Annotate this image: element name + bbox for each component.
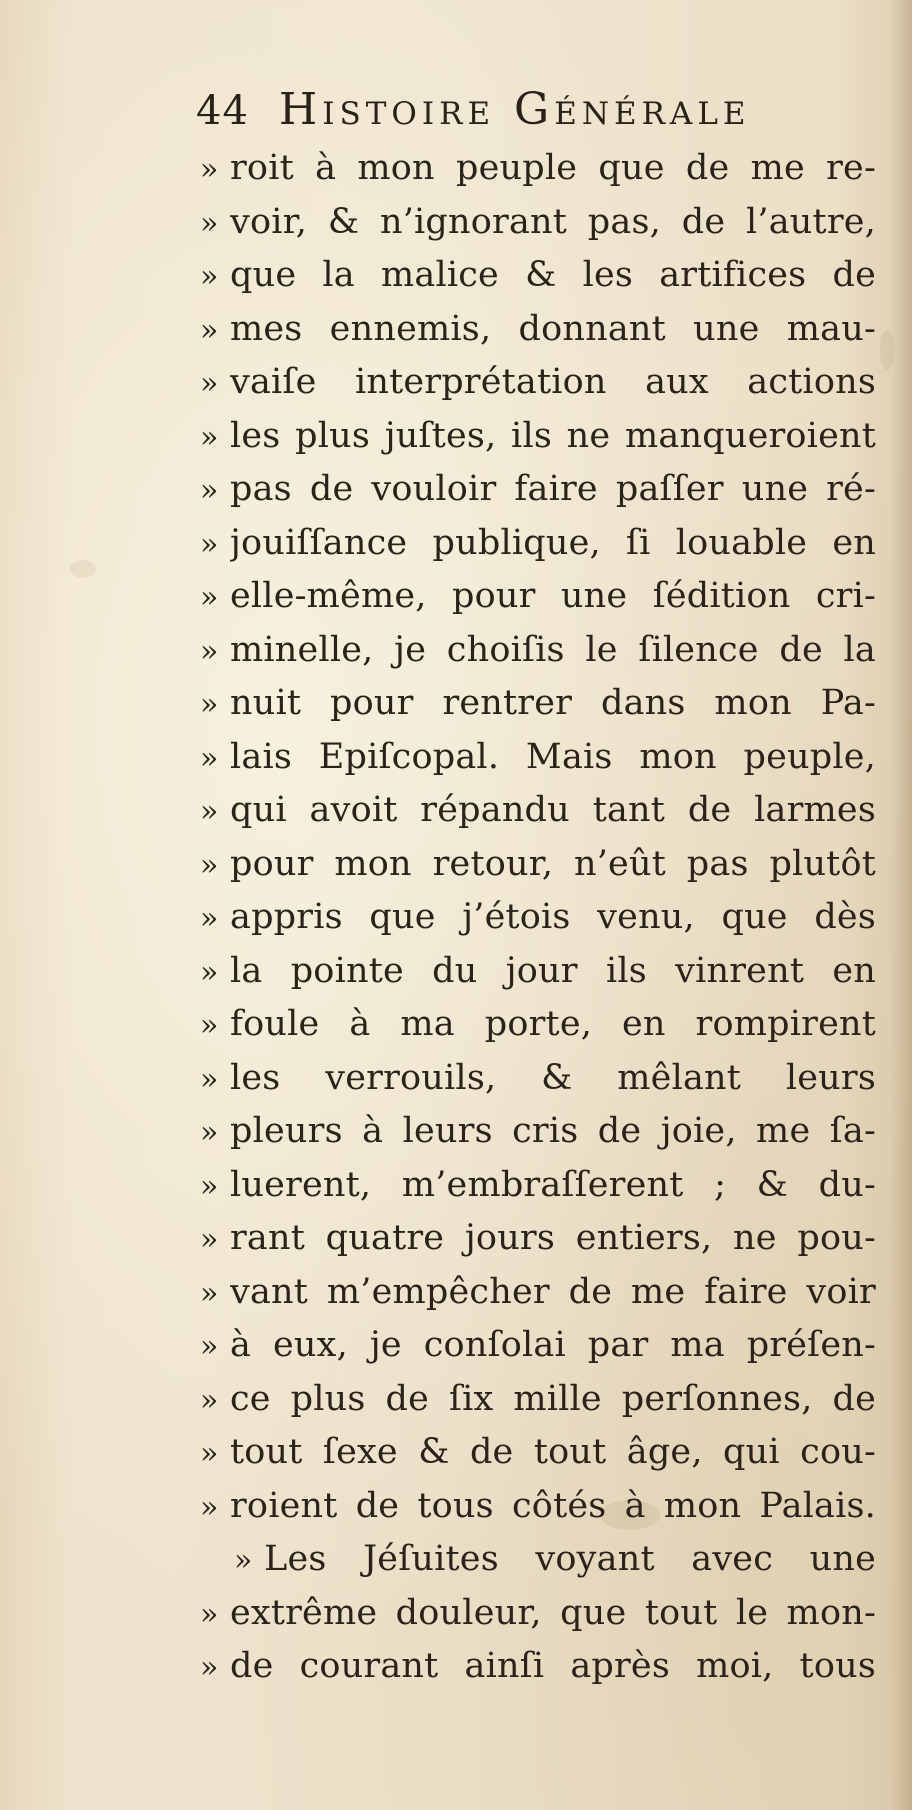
line-text: luerent, m’embraſſerent ; & du- — [230, 1164, 876, 1205]
line-text: vant m’empêcher de me faire voir — [230, 1271, 876, 1312]
text-line — [200, 1058, 876, 1112]
text-line — [200, 737, 876, 791]
text-line — [200, 844, 876, 898]
running-head-title: Histoire Générale — [278, 84, 751, 135]
guillemet: » — [200, 1008, 219, 1043]
text-line — [200, 576, 876, 630]
text-line — [200, 1432, 876, 1486]
text-line — [200, 1272, 876, 1326]
text-line — [200, 309, 876, 363]
guillemet: » — [200, 687, 219, 722]
line-text: roit à mon peuple que de me re- — [230, 148, 876, 188]
guillemet: » — [200, 1489, 219, 1525]
text-line — [200, 1325, 876, 1379]
line-text: à eux, je conſolai par ma préſen- — [230, 1325, 876, 1365]
text-line — [200, 148, 876, 202]
paragraph-start-line — [200, 1539, 876, 1593]
line-text: pour mon retour, n’eût pas plutôt — [230, 843, 876, 884]
text-line — [200, 1165, 876, 1219]
line-text: les plus juſtes, ils ne manqueroient — [230, 415, 876, 456]
text-line — [200, 790, 876, 844]
text-line — [200, 1379, 876, 1433]
guillemet: » — [200, 1275, 219, 1311]
guillemet: » — [200, 152, 219, 187]
line-text: mes ennemis, donnant une mau- — [230, 308, 876, 349]
guillemet: » — [200, 419, 219, 455]
guillemet: » — [200, 526, 219, 562]
text-line — [200, 1004, 876, 1058]
paper-stain — [880, 330, 894, 370]
line-text: vaiſe interprétation aux actions — [230, 362, 876, 402]
text-line — [200, 202, 876, 256]
line-text: les verrouils, & mêlant leurs — [230, 1057, 876, 1098]
text-line — [200, 362, 876, 416]
line-text: elle-même, pour une ſédition cri- — [230, 576, 876, 616]
text-line — [200, 630, 876, 684]
line-text: foule à ma porte, en rompirent — [230, 1004, 876, 1044]
guillemet: » — [200, 1168, 219, 1204]
guillemet: » — [200, 1382, 219, 1418]
guillemet: » — [234, 1543, 253, 1578]
guillemet: » — [200, 1596, 219, 1632]
guillemet: » — [200, 740, 219, 776]
guillemet: » — [200, 259, 219, 294]
guillemet: » — [200, 1436, 219, 1471]
line-text: pleurs à leurs cris de joie, me ſa- — [230, 1111, 876, 1151]
line-text: pas de vouloir faire paſſer une ré- — [230, 469, 876, 509]
text-line — [200, 1593, 876, 1647]
guillemet: » — [200, 847, 219, 883]
guillemet: » — [200, 1115, 219, 1150]
guillemet: » — [200, 1222, 219, 1257]
text-line — [200, 1111, 876, 1165]
guillemet: » — [200, 794, 219, 829]
body-text — [200, 148, 876, 1700]
guillemet: » — [200, 901, 219, 936]
page-edge-shadow — [890, 0, 912, 1810]
guillemet: » — [200, 1329, 219, 1364]
text-line — [200, 1646, 876, 1700]
text-line — [200, 523, 876, 577]
line-text: roient de tous côtés à mon Palais. — [230, 1485, 876, 1526]
line-text: voir, & n’ignorant pas, de l’autre, — [230, 201, 876, 242]
line-text: appris que j’étois venu, que dès — [230, 897, 876, 937]
line-text: la pointe du jour ils vinrent en — [230, 950, 876, 991]
guillemet: » — [200, 366, 219, 401]
guillemet: » — [200, 312, 219, 348]
guillemet: » — [200, 205, 219, 241]
line-text: lais Epiſcopal. Mais mon peuple, — [230, 736, 876, 777]
page-number: 44 — [196, 88, 249, 134]
line-text: tout ſexe & de tout âge, qui cou- — [230, 1432, 876, 1472]
text-line — [200, 897, 876, 951]
line-text: ce plus de ſix mille perſonnes, de — [230, 1378, 876, 1419]
guillemet: » — [200, 1061, 219, 1097]
text-line — [200, 255, 876, 309]
line-text: que la malice & les artifices de — [230, 255, 876, 295]
text-line — [200, 1218, 876, 1272]
line-text: Les Jéſuites voyant avec une — [264, 1539, 876, 1579]
text-line — [200, 416, 876, 470]
text-line — [200, 683, 876, 737]
line-text: minelle, je choiſis le ſilence de la — [230, 629, 876, 670]
text-line — [200, 951, 876, 1005]
line-text: jouiſſance publique, ſi louable en — [230, 522, 876, 563]
guillemet: » — [200, 580, 219, 615]
line-text: extrême douleur, que tout le mon- — [230, 1592, 876, 1633]
line-text: nuit pour rentrer dans mon Pa- — [230, 683, 876, 723]
running-head — [196, 84, 886, 144]
line-text: qui avoit répandu tant de larmes — [230, 790, 876, 830]
text-line — [200, 469, 876, 523]
text-line — [200, 1486, 876, 1540]
guillemet: » — [200, 633, 219, 669]
paper-stain — [70, 560, 96, 578]
guillemet: » — [200, 473, 219, 508]
line-text: de courant ainſi après moi, tous — [230, 1646, 876, 1686]
guillemet: » — [200, 1650, 219, 1685]
guillemet: » — [200, 954, 219, 990]
line-text: rant quatre jours entiers, ne pou- — [230, 1218, 876, 1258]
